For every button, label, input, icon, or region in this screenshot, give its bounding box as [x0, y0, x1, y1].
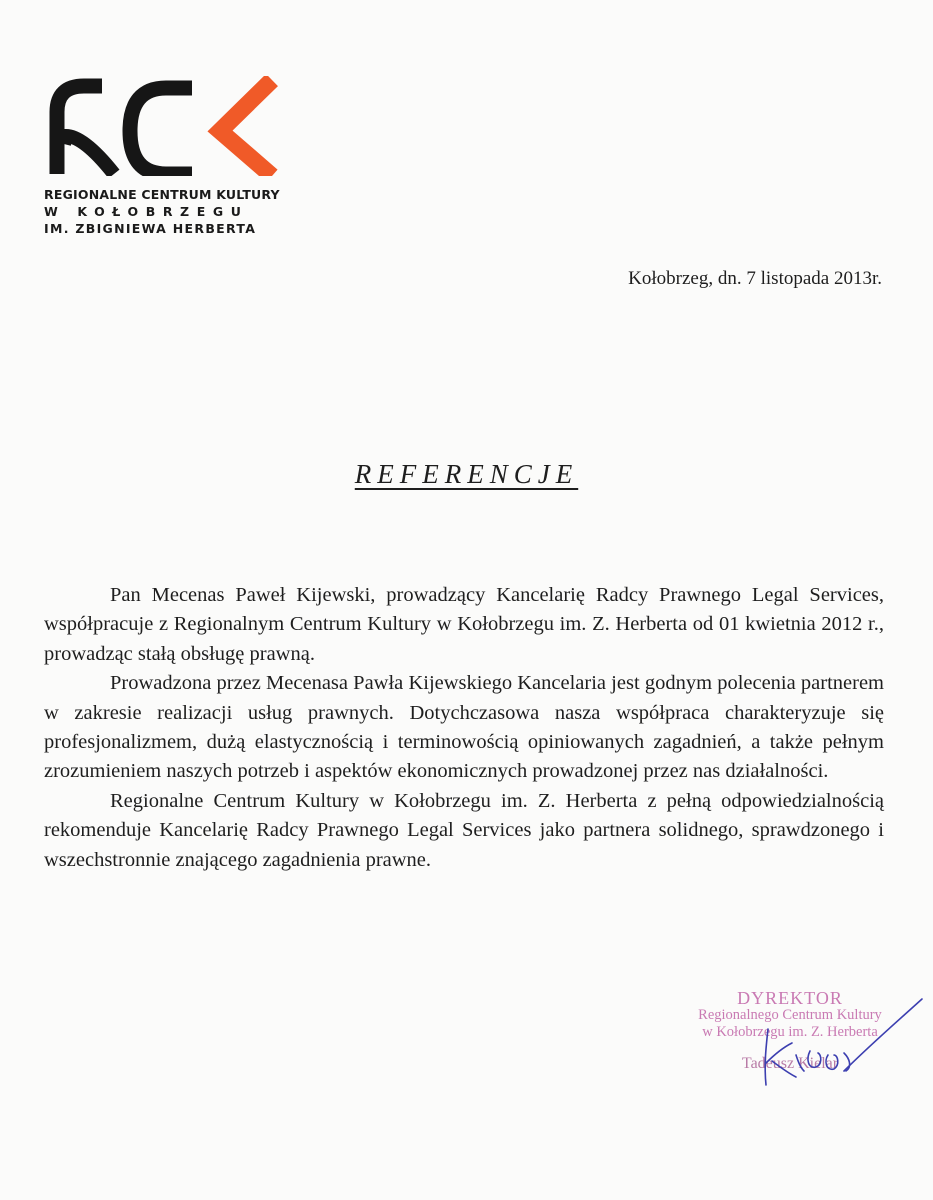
- stamp-line-1: Regionalnego Centrum Kultury: [698, 1007, 882, 1023]
- document-date: Kołobrzeg, dn. 7 listopada 2013r.: [628, 268, 882, 289]
- stamp-line-2: w Kołobrzegu im. Z. Herberta: [702, 1024, 878, 1040]
- stamp-role: DYREKTOR: [737, 988, 843, 1008]
- stamp-name: Tadeusz Kielar: [741, 1055, 839, 1072]
- document-body: [44, 581, 884, 875]
- rck-logo-mark: [44, 76, 280, 176]
- document-title: REFERENCJE: [354, 459, 579, 489]
- logo-text-line2: W KOŁOBRZEGU: [44, 204, 249, 219]
- handwritten-signature: [740, 985, 930, 1095]
- body-paragraph-3: Regionalne Centrum Kultury w Kołobrzegu im. Z. Herberta z pełną odpowiedzialnością rekomenduje Kancelarię Radcy Prawnego Legal Services jako partnera solidnego, sprawdzonego i wszechstronnie znającego zagadnienia prawne.: [44, 789, 884, 871]
- body-paragraph-1: Pan Mecenas Paweł Kijewski, prowadzący Kancelarię Radcy Prawnego Legal Services, współpracuje z Regionalnym Centrum Kultury w Kołobrzegu im. Z. Herberta od 01 kwietnia 2012 r., prowadząc stałą obsługę prawną.: [44, 584, 884, 665]
- rck-logo: [44, 76, 294, 237]
- logo-text-line1: REGIONALNE CENTRUM KULTURY: [44, 187, 280, 202]
- body-paragraph-2: Prowadzona przez Mecenasa Pawła Kijewskiego Kancelaria jest godnym polecenia partnerem w zakresie realizacji usług prawnych. Dotychczasowa nasza współpraca charakteryzuje się profesjonalizmem, dużą elastycznością i terminowością opiniowanych zagadnień, a także pełnym zrozumieniem naszych potrzeb i aspektów ekonomicznych prowadzonej przez nas działalności.: [44, 672, 884, 783]
- logo-text-line3: IM. ZBIGNIEWA HERBERTA: [44, 221, 257, 236]
